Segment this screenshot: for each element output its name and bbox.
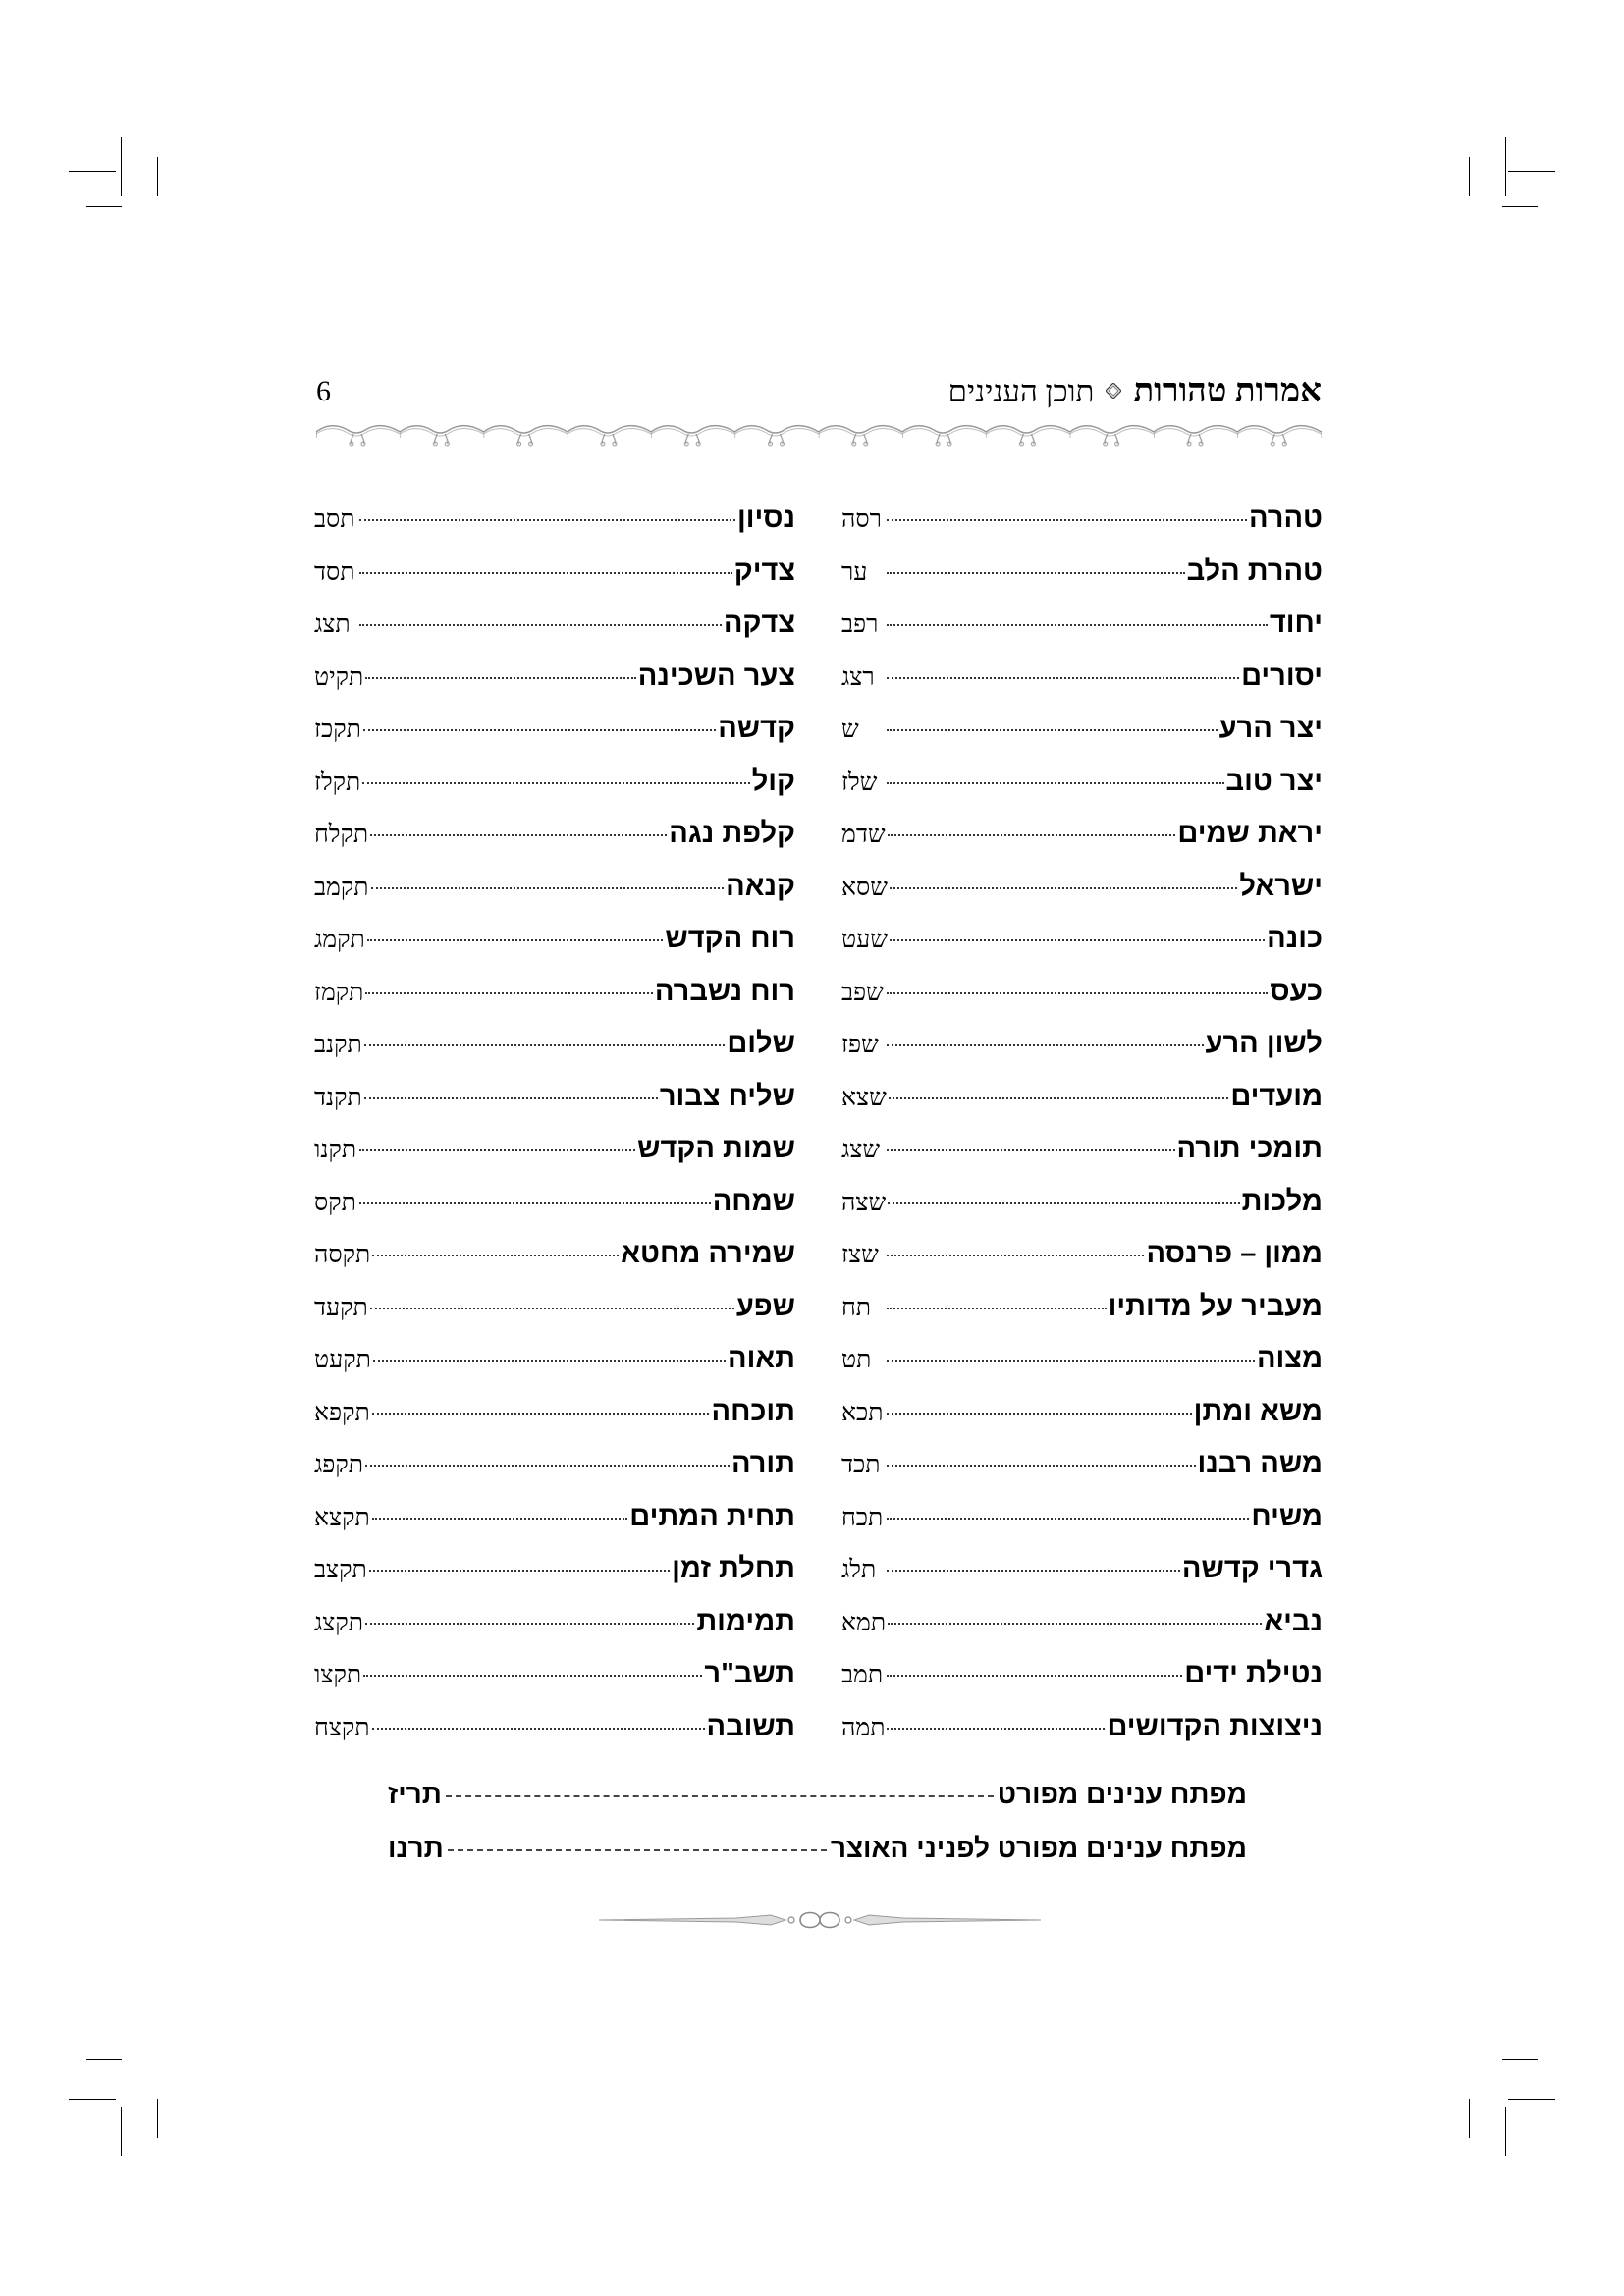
index-entry[interactable] bbox=[841, 1438, 1323, 1491]
entry-page-number: רצג bbox=[841, 664, 875, 691]
dotted-leader bbox=[890, 938, 1265, 941]
entry-page-number: תקצא bbox=[314, 1504, 370, 1531]
entry-topic: יסורים bbox=[1241, 660, 1323, 692]
entry-page-number: תקכז bbox=[314, 717, 361, 743]
index-entry[interactable] bbox=[841, 1491, 1323, 1544]
dotted-leader bbox=[364, 1043, 726, 1046]
entry-page-number: שצג bbox=[841, 1137, 881, 1163]
dotted-leader bbox=[887, 1727, 1105, 1730]
entry-topic: רוח נשברה bbox=[654, 975, 795, 1007]
dotted-leader bbox=[887, 676, 1239, 679]
key-page: תרנו bbox=[388, 1833, 444, 1863]
dotted-leader bbox=[887, 781, 1224, 784]
entry-page-number: רפב bbox=[841, 612, 879, 638]
crop-mark bbox=[69, 2099, 116, 2100]
entry-topic: תחלת זמן bbox=[672, 1553, 795, 1584]
header-titles bbox=[948, 373, 1322, 410]
entry-topic: יצר טוב bbox=[1225, 765, 1323, 797]
crop-mark bbox=[69, 171, 116, 172]
book-title: אמרות טהורות bbox=[1133, 373, 1322, 409]
index-entry[interactable] bbox=[314, 861, 795, 914]
index-entry[interactable] bbox=[314, 1281, 795, 1334]
index-entry[interactable] bbox=[314, 1543, 795, 1596]
entry-topic: רוח הקדש bbox=[665, 923, 795, 954]
entry-topic: קלפת נגה bbox=[669, 818, 795, 849]
entry-topic: קול bbox=[751, 765, 795, 797]
dotted-leader bbox=[372, 1727, 705, 1730]
entry-topic: נטילת ידים bbox=[1184, 1658, 1323, 1689]
index-entry[interactable] bbox=[841, 1071, 1323, 1124]
entry-page-number: שצה bbox=[841, 1189, 887, 1216]
entry-page-number: תלג bbox=[841, 1557, 877, 1583]
index-entry[interactable] bbox=[841, 1176, 1323, 1229]
running-header bbox=[316, 373, 1322, 422]
index-entry[interactable] bbox=[841, 1228, 1323, 1281]
dotted-leader bbox=[888, 1201, 1239, 1204]
crop-mark bbox=[157, 2099, 158, 2138]
entry-page-number: תקמג bbox=[314, 927, 365, 953]
crop-mark bbox=[1505, 2107, 1506, 2156]
crop-mark bbox=[1502, 206, 1538, 207]
entry-topic: גדרי קדשה bbox=[1181, 1553, 1323, 1584]
diamond-icon bbox=[1106, 383, 1121, 399]
index-entry[interactable] bbox=[314, 1648, 795, 1701]
dotted-leader bbox=[887, 1674, 1182, 1677]
key-page: תריז bbox=[388, 1779, 442, 1809]
entry-topic: ממון – פרנסה bbox=[1146, 1238, 1323, 1269]
dotted-leader bbox=[367, 938, 664, 941]
key-row[interactable] bbox=[388, 1767, 1247, 1821]
dotted-leader bbox=[888, 1622, 1262, 1625]
entry-topic: צער השכינה bbox=[637, 660, 795, 692]
entry-page-number: תקנב bbox=[314, 1032, 362, 1058]
entry-topic: תשובה bbox=[706, 1710, 795, 1742]
entry-page-number: תמא bbox=[841, 1609, 887, 1636]
entry-topic: נסיון bbox=[736, 503, 795, 534]
dotted-leader bbox=[887, 1569, 1180, 1572]
entry-topic: תומכי תורה bbox=[1176, 1133, 1323, 1164]
entry-topic: מעביר על מדותיו bbox=[1108, 1290, 1323, 1322]
page-number: 6 bbox=[316, 375, 331, 407]
crop-mark bbox=[1505, 137, 1506, 196]
entry-page-number: תקנו bbox=[314, 1137, 357, 1163]
entry-topic: יחוד bbox=[1269, 608, 1323, 639]
entry-topic: יצר הרע bbox=[1218, 713, 1323, 744]
entry-page-number: שדמ bbox=[841, 822, 886, 848]
entry-page-number: תסב bbox=[314, 507, 355, 533]
entry-page-number: רסה bbox=[841, 507, 882, 533]
index-entry[interactable] bbox=[841, 966, 1323, 1019]
index-entry[interactable] bbox=[314, 756, 795, 809]
crop-mark bbox=[1469, 2099, 1470, 2138]
entry-page-number: תקצב bbox=[314, 1557, 367, 1583]
dotted-leader bbox=[887, 1043, 1204, 1046]
entry-page-number: שפז bbox=[841, 1032, 879, 1058]
entry-topic: שמירה מחטא bbox=[621, 1238, 795, 1269]
entry-page-number: שסא bbox=[841, 874, 888, 901]
dotted-leader bbox=[887, 1517, 1249, 1520]
entry-topic: מלכות bbox=[1241, 1185, 1323, 1217]
key-label: מפתח ענינים מפורט bbox=[997, 1779, 1247, 1809]
entry-topic: כונה bbox=[1267, 923, 1323, 954]
dotted-leader bbox=[887, 1412, 1192, 1415]
crop-mark bbox=[157, 157, 158, 196]
index-entry[interactable] bbox=[841, 808, 1323, 861]
entry-page-number: תקפג bbox=[314, 1452, 363, 1478]
entry-page-number: תכא bbox=[841, 1399, 884, 1426]
dotted-leader bbox=[890, 886, 1237, 889]
index-column-right bbox=[841, 493, 1323, 1753]
dotted-leader bbox=[889, 1096, 1229, 1099]
entry-page-number: שצא bbox=[841, 1084, 887, 1111]
crop-mark bbox=[86, 206, 122, 207]
entry-topic: ישראל bbox=[1239, 870, 1323, 902]
dotted-leader bbox=[887, 571, 1185, 574]
entry-page-number: תכח bbox=[841, 1504, 884, 1531]
entry-page-number: תכד bbox=[841, 1452, 881, 1478]
index-entry[interactable] bbox=[841, 493, 1323, 546]
entry-page-number: תקלז bbox=[314, 769, 361, 796]
entry-topic: טהרת הלב bbox=[1186, 555, 1323, 587]
entry-topic: צדיק bbox=[733, 555, 795, 587]
entry-topic: מצוה bbox=[1256, 1343, 1323, 1374]
entry-topic: תחית המתים bbox=[629, 1500, 795, 1532]
entry-topic: שמות הקדש bbox=[637, 1133, 795, 1164]
index-entry[interactable] bbox=[314, 651, 795, 704]
entry-page-number: תקמב bbox=[314, 874, 369, 901]
index-entry[interactable] bbox=[841, 1701, 1323, 1754]
entry-page-number: תקלח bbox=[314, 822, 369, 848]
key-row[interactable] bbox=[388, 1821, 1247, 1875]
entry-page-number: תקעד bbox=[314, 1294, 368, 1321]
index-entry[interactable] bbox=[314, 1123, 795, 1176]
index-entry[interactable] bbox=[314, 913, 795, 966]
entry-topic: תשב"ר bbox=[704, 1658, 795, 1689]
entry-topic: תוכחה bbox=[711, 1395, 795, 1427]
entry-page-number: תקעט bbox=[314, 1347, 371, 1373]
index-entry[interactable] bbox=[314, 1228, 795, 1281]
dotted-leader bbox=[372, 1254, 619, 1256]
entry-page-number: תקס bbox=[314, 1189, 356, 1216]
entry-page-number: תקצו bbox=[314, 1662, 362, 1688]
entry-topic: תאוה bbox=[728, 1343, 795, 1374]
crop-mark bbox=[121, 2107, 122, 2156]
dotted-leader bbox=[359, 518, 735, 521]
entry-topic: יראת שמים bbox=[1177, 818, 1323, 849]
entry-page-number: תמה bbox=[841, 1714, 886, 1741]
index-entry[interactable] bbox=[314, 1386, 795, 1439]
entry-page-number: תקצג bbox=[314, 1609, 363, 1636]
key-label: מפתח ענינים מפורט לפניני האוצר bbox=[830, 1833, 1247, 1863]
index-entry[interactable] bbox=[314, 1701, 795, 1754]
entry-topic: שמחה bbox=[712, 1185, 795, 1217]
entry-page-number: שצז bbox=[841, 1242, 879, 1268]
entry-page-number: תקמז bbox=[314, 979, 364, 1006]
crop-mark bbox=[86, 2059, 122, 2060]
dotted-leader bbox=[887, 1359, 1255, 1362]
dotted-leader bbox=[359, 623, 722, 626]
dotted-leader bbox=[446, 1794, 994, 1797]
index-entry[interactable] bbox=[314, 493, 795, 546]
dotted-leader bbox=[359, 571, 732, 574]
index-entry[interactable] bbox=[314, 1071, 795, 1124]
index-entry[interactable] bbox=[841, 1333, 1323, 1386]
dotted-leader bbox=[365, 1622, 694, 1625]
entry-page-number: שלז bbox=[841, 769, 878, 796]
dotted-leader bbox=[359, 1148, 635, 1151]
dotted-leader bbox=[887, 991, 1268, 994]
index-entry[interactable] bbox=[314, 1491, 795, 1544]
index-entry[interactable] bbox=[841, 1386, 1323, 1439]
index-entry[interactable] bbox=[314, 598, 795, 651]
section-title: תוכן הענינים bbox=[947, 374, 1095, 408]
index-entry[interactable] bbox=[841, 1648, 1323, 1701]
dotted-leader bbox=[365, 991, 652, 994]
entry-page-number: תקיט bbox=[314, 664, 364, 691]
entry-page-number: תקצח bbox=[314, 1714, 370, 1741]
entry-page-number: ש bbox=[841, 717, 859, 743]
entry-page-number: תצג bbox=[314, 612, 351, 638]
dotted-leader bbox=[371, 886, 725, 889]
entry-topic: טהרה bbox=[1249, 503, 1323, 534]
crop-mark bbox=[1508, 171, 1555, 172]
dotted-leader bbox=[887, 1148, 1175, 1151]
entry-topic: לשון הרע bbox=[1205, 1028, 1323, 1059]
dotted-leader bbox=[448, 1848, 827, 1851]
index-entry[interactable] bbox=[314, 966, 795, 1019]
index-entry[interactable] bbox=[314, 1596, 795, 1649]
entry-page-number: תקסה bbox=[314, 1242, 371, 1268]
entry-page-number: תט bbox=[841, 1347, 872, 1373]
index-entry[interactable] bbox=[841, 913, 1323, 966]
entry-topic: צדקה bbox=[723, 608, 795, 639]
entry-topic: תמימות bbox=[696, 1605, 795, 1637]
dotted-leader bbox=[887, 623, 1268, 626]
index-entry[interactable] bbox=[314, 703, 795, 756]
entry-topic: קדשה bbox=[718, 713, 795, 744]
index-entry[interactable] bbox=[841, 756, 1323, 809]
entry-page-number: תמב bbox=[841, 1662, 884, 1688]
index-entry[interactable] bbox=[841, 1543, 1323, 1596]
index-entry[interactable] bbox=[841, 1018, 1323, 1071]
index-entry[interactable] bbox=[841, 1123, 1323, 1176]
index-entry[interactable] bbox=[841, 651, 1323, 704]
dotted-leader bbox=[359, 1201, 711, 1204]
flourish-divider-ornament bbox=[599, 1906, 1041, 1934]
dotted-leader bbox=[887, 728, 1218, 731]
dotted-leader bbox=[372, 1412, 710, 1415]
entry-topic: תורה bbox=[731, 1448, 795, 1479]
dotted-leader bbox=[370, 833, 667, 836]
entry-page-number: תסד bbox=[314, 559, 355, 586]
index-entry[interactable] bbox=[841, 546, 1323, 599]
index-entry[interactable] bbox=[841, 703, 1323, 756]
index-entry[interactable] bbox=[314, 1176, 795, 1229]
entry-topic: ניצוצות הקדושים bbox=[1107, 1710, 1323, 1742]
dotted-leader bbox=[364, 1096, 658, 1099]
crop-mark bbox=[1502, 2059, 1538, 2060]
crop-mark bbox=[121, 137, 122, 196]
dotted-leader bbox=[372, 1517, 628, 1520]
entry-page-number: תקפא bbox=[314, 1399, 370, 1426]
crop-mark bbox=[1508, 2099, 1555, 2100]
entry-topic: כעס bbox=[1270, 975, 1323, 1007]
index-entry[interactable] bbox=[314, 808, 795, 861]
detailed-index-keys bbox=[388, 1767, 1247, 1875]
dotted-leader bbox=[887, 518, 1247, 521]
dotted-leader bbox=[373, 1359, 726, 1362]
dotted-leader bbox=[369, 1569, 670, 1572]
entry-topic: משא ומתן bbox=[1193, 1395, 1323, 1427]
index-entry[interactable] bbox=[841, 1281, 1323, 1334]
entry-topic: שלום bbox=[727, 1028, 795, 1059]
index-entry[interactable] bbox=[314, 1438, 795, 1491]
entry-page-number: שעט bbox=[841, 927, 888, 953]
index-entry[interactable] bbox=[314, 1333, 795, 1386]
entry-page-number: תח bbox=[841, 1294, 872, 1321]
index-entry[interactable] bbox=[314, 546, 795, 599]
crop-mark bbox=[1469, 157, 1470, 196]
entry-topic: נביא bbox=[1264, 1605, 1323, 1637]
entry-topic: מועדים bbox=[1230, 1080, 1323, 1112]
entry-topic: שליח צבור bbox=[659, 1080, 795, 1112]
dotted-leader bbox=[365, 1464, 730, 1467]
dotted-leader bbox=[362, 781, 749, 784]
index-column-left bbox=[314, 493, 795, 1753]
entry-page-number: ער bbox=[841, 559, 868, 586]
dotted-leader bbox=[363, 1674, 702, 1677]
entry-page-number: תקנד bbox=[314, 1084, 362, 1111]
entry-topic: משה רבנו bbox=[1197, 1448, 1323, 1479]
dotted-leader bbox=[887, 1307, 1107, 1309]
index-entry[interactable] bbox=[841, 598, 1323, 651]
index-entry[interactable] bbox=[314, 1018, 795, 1071]
dotted-leader bbox=[363, 728, 716, 731]
scroll-border-ornament bbox=[316, 424, 1322, 448]
entry-topic: שפע bbox=[735, 1290, 795, 1322]
entry-topic: משיח bbox=[1251, 1500, 1323, 1532]
dotted-leader bbox=[887, 1254, 1144, 1256]
index-entry[interactable] bbox=[841, 1596, 1323, 1649]
dotted-leader bbox=[365, 676, 636, 679]
dotted-leader bbox=[887, 1464, 1196, 1467]
dotted-leader bbox=[370, 1307, 734, 1309]
dotted-leader bbox=[888, 833, 1176, 836]
entry-topic: קנאה bbox=[726, 870, 795, 902]
entry-page-number: שפב bbox=[841, 979, 884, 1006]
index-entry[interactable] bbox=[841, 861, 1323, 914]
